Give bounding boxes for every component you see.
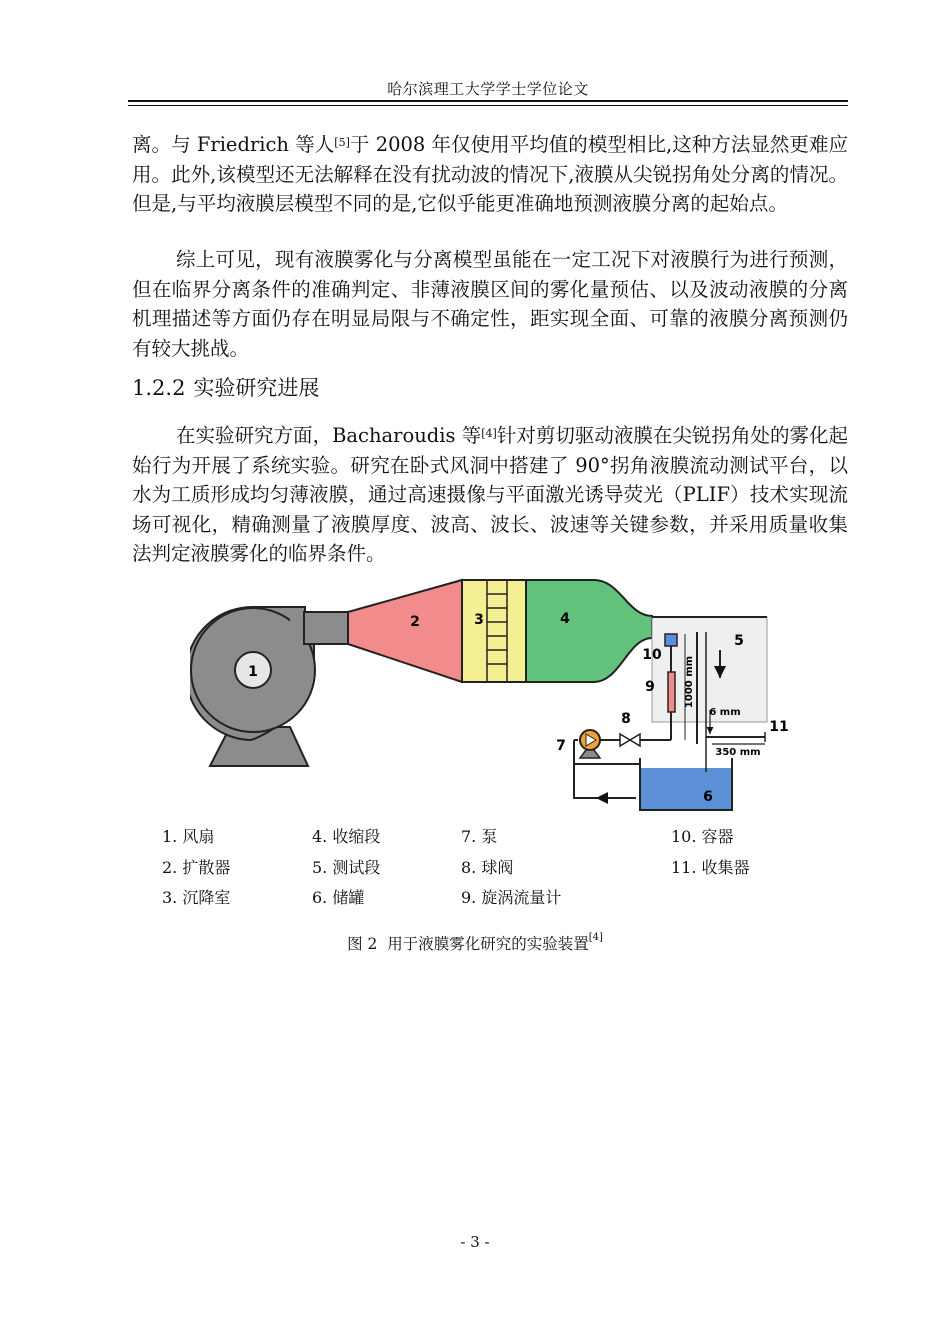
label-9: 9 [645,679,655,695]
section-heading [132,372,319,402]
label-8: 8 [621,711,631,727]
storage-tank [640,768,732,810]
header-rule-thin [128,105,848,106]
figure-caption [0,932,950,954]
paragraph-2: 综上可见，现有液膜雾化与分离模型虽能在一定工况下对液膜行为进行预测，但在临界分离条件的准确判定、非薄液膜区间的雾化量预估、以及波动液膜的分离机理描述等方面仍存在明显局限与不确定性，距实现全面、可靠的液膜分离预测仍有较大挑战。 [132,248,848,360]
diffuser [348,580,462,682]
label-7: 7 [556,738,566,754]
legend-item: 3. 沉降室 [162,888,231,907]
container [665,634,677,646]
citation-5: [5] [334,136,350,149]
legend-item: 9. 旋涡流量计 [461,888,562,907]
dim-gap: 6 mm [709,707,741,718]
label-11: 11 [769,719,789,735]
dim-height: 1000 mm [684,655,695,709]
header-rule-thick [128,100,848,102]
legend-item: 11. 收集器 [671,858,750,877]
label-2: 2 [410,614,420,630]
legend-item: 6. 储罐 [312,888,365,907]
paragraph-1: 离。与 Friedrich 等人[5]于 2008 年仅使用平均值的模型相比,这种方法显然更难应用。此外,该模型还无法解释在没有扰动波的情况下,液膜从尖锐拐角处分离的情况。但是,与平均液膜层模型不同的是,它似乎能更准确地预测液膜分离的起始点。 [132,133,848,215]
caption-text: 用于液膜雾化研究的实验装置 [387,935,589,953]
legend-item: 1. 风扇 [162,827,215,846]
section-title: 实验研究进展 [193,376,320,400]
citation-4: [4] [481,427,497,440]
legend-item: 10. 容器 [671,827,734,846]
legend-item: 2. 扩散器 [162,858,231,877]
label-4: 4 [560,611,570,627]
contraction-section [526,580,652,682]
section-number: 1.2.2 [132,376,186,400]
label-10: 10 [642,647,662,663]
label-5: 5 [734,633,744,649]
label-6: 6 [703,789,713,805]
ball-valve [620,734,630,746]
page-number: - 3 - [460,1233,490,1251]
legend-item: 8. 球阀 [461,858,514,877]
paragraph-3: 在实验研究方面，Bacharoudis 等[4]针对剪切驱动液膜在尖锐拐角处的雾化起始行为开展了系统实验。研究在卧式风洞中搭建了 90°拐角液膜流动测试平台，以水为工质形成均匀薄液膜，通过高速摄像与平面激光诱导荧光（PLIF）技术实现流场可视化，精确测量了液膜厚度、波高、波长、波速等关键参数，并采用质量收集法判定液膜雾化的临界条件。 [132,424,848,565]
settling-chamber [462,580,526,682]
legend-item: 4. 收缩段 [312,827,381,846]
vortex-flowmeter [668,672,675,712]
caption-citation: [4] [588,932,603,943]
running-header: 哈尔滨理工大学学士学位论文 [387,80,589,98]
dim-length: 350 mm [715,747,761,758]
experimental-setup-figure [190,572,800,817]
label-3: 3 [474,612,484,628]
legend-item: 7. 泵 [461,827,498,846]
caption-prefix: 图 2 [347,935,378,953]
label-1: 1 [248,664,258,680]
legend-item: 5. 测试段 [312,858,381,877]
